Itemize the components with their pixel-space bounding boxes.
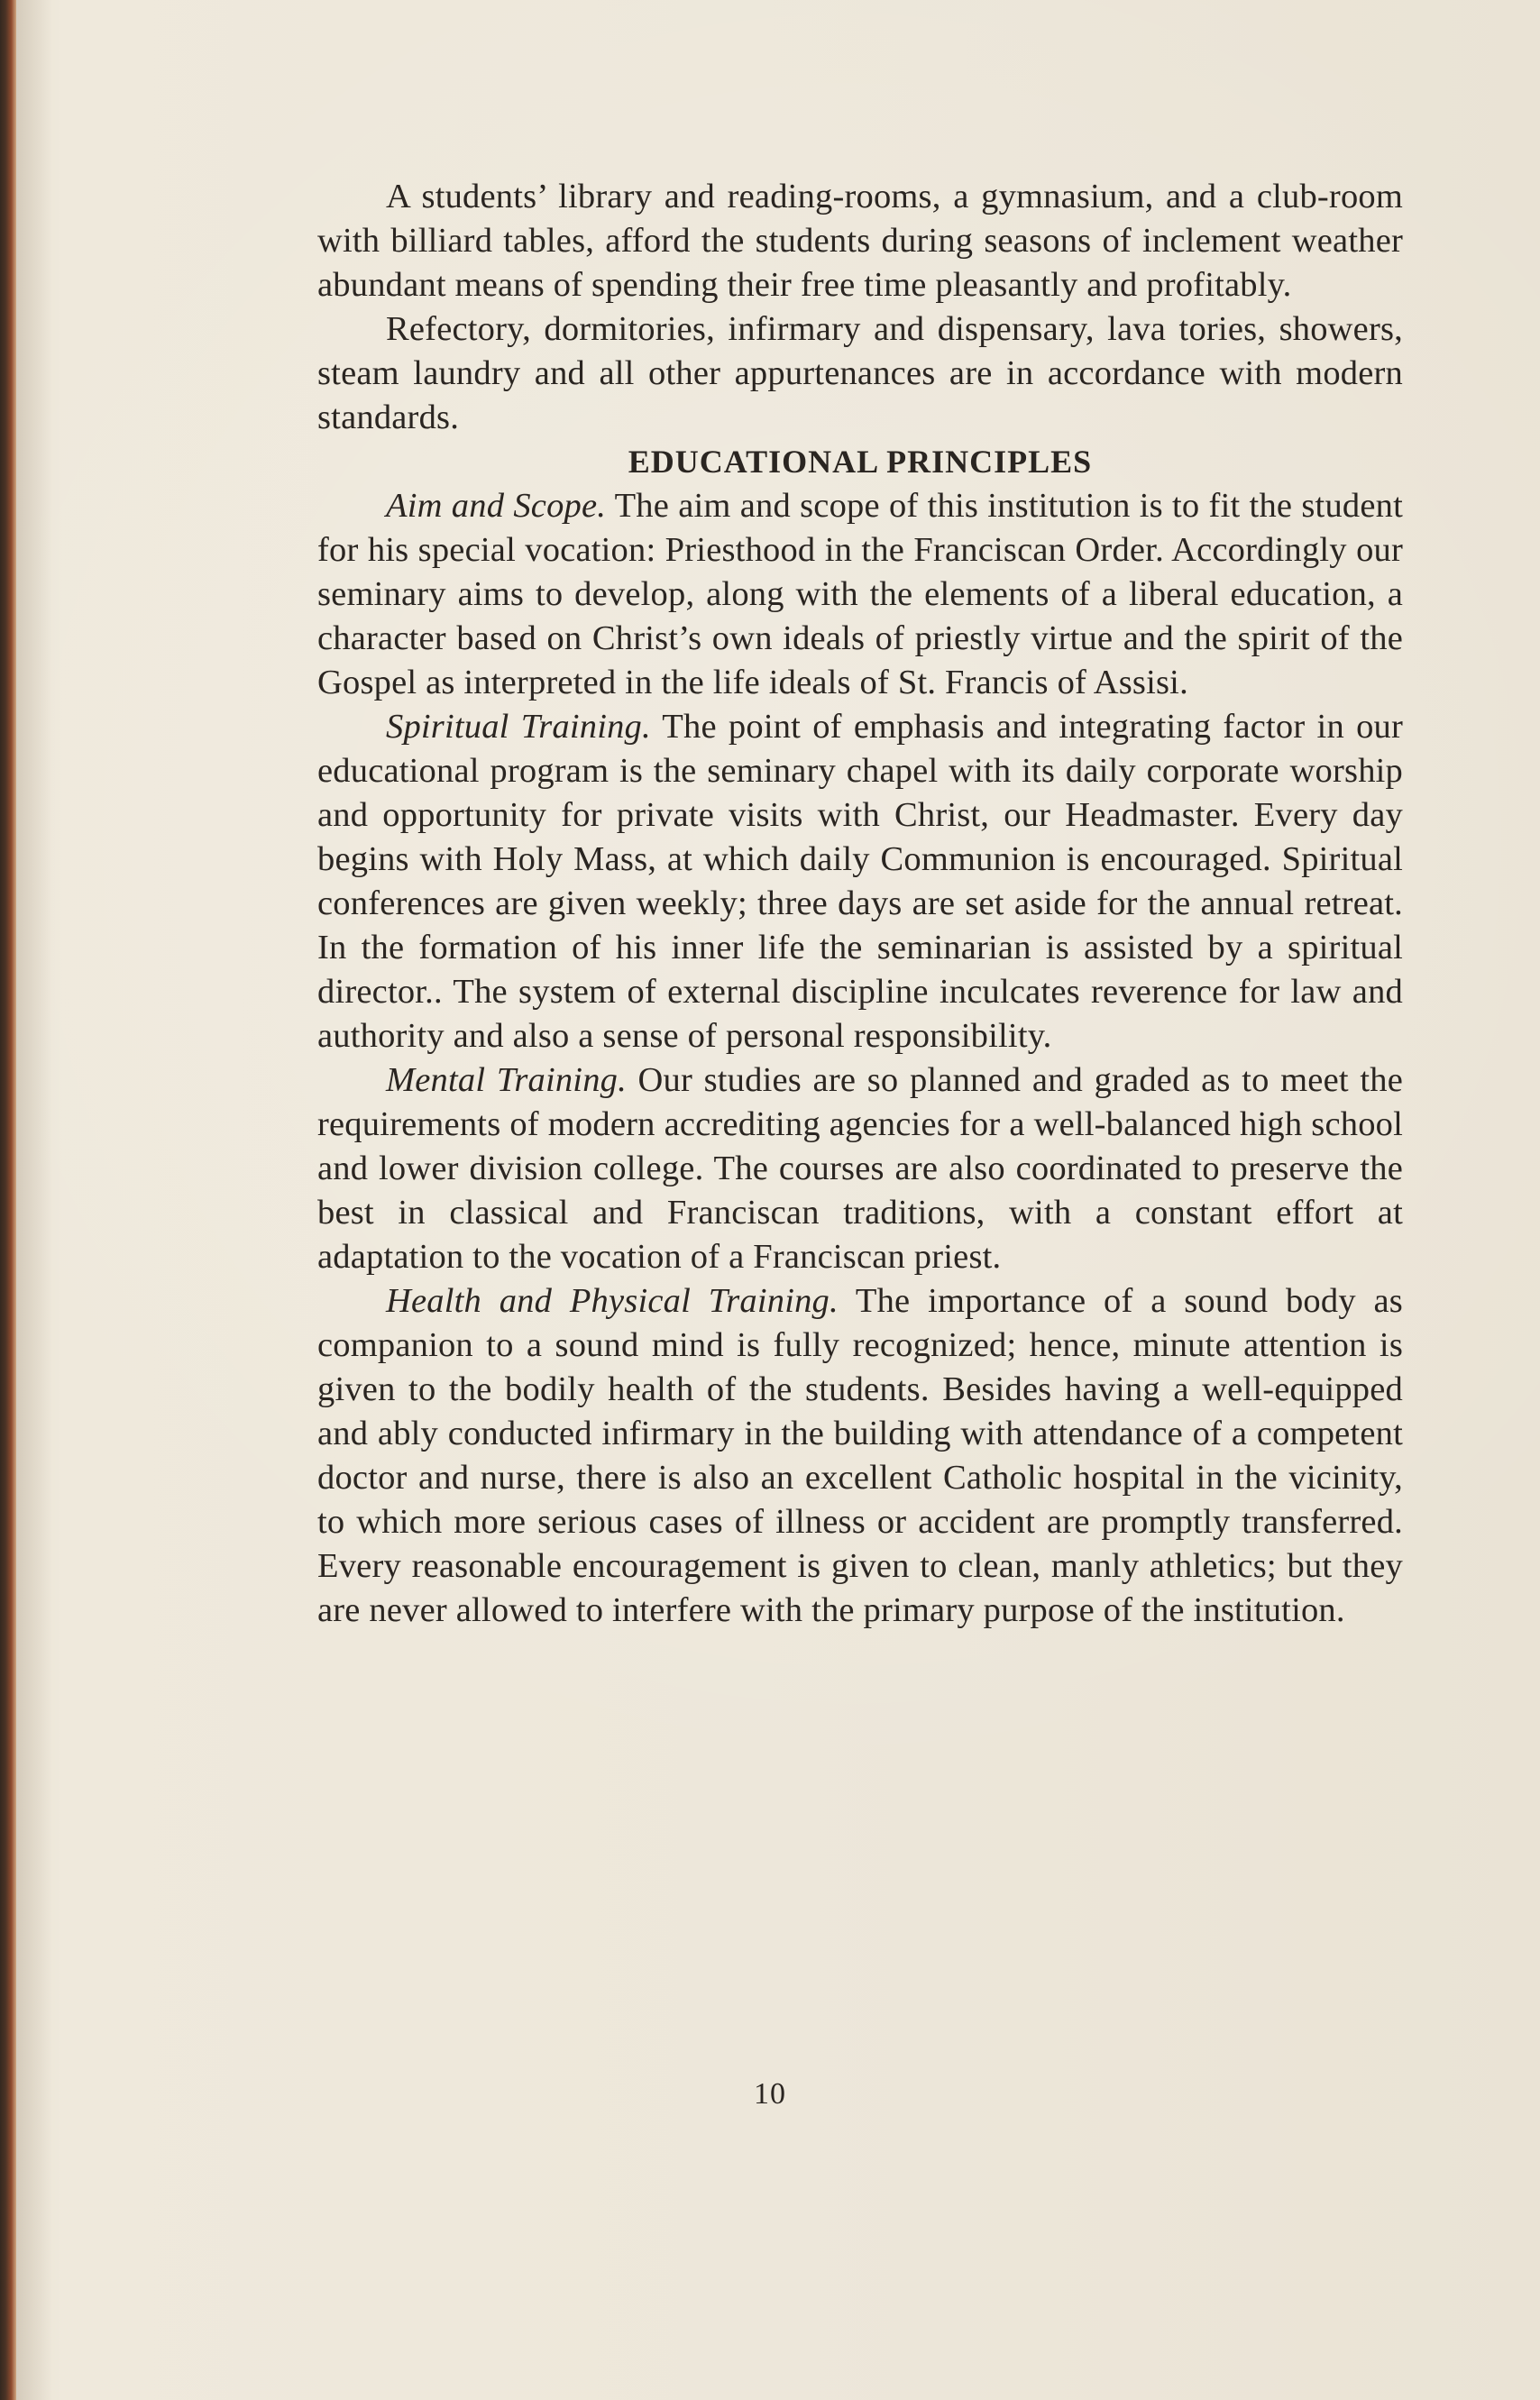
section-heading: EDUCATIONAL PRINCIPLES xyxy=(628,444,1093,480)
paragraph-text: A students’ library and reading-rooms, a gymnasium, and a club-room with billiard tables, afford the students during seasons of inclement weather abundant means of spending their free time pleasantly and profitably. xyxy=(317,178,1403,304)
section-lead: Health and Physical Training. xyxy=(386,1282,839,1320)
section-spiritual-training xyxy=(317,705,1403,1058)
section-lead: Mental Training. xyxy=(386,1061,627,1099)
section-aim-and-scope xyxy=(317,484,1403,705)
page-number: 10 xyxy=(754,2077,786,2111)
section-text: The point of emphasis and integrating factor in our educational program is the seminary chapel with its daily corporate worship and opportunity for private visits with Christ, our Headmaster. Every day begins with Holy Mass, at which daily Communion is encouraged. Spiritual conferences are given weekly; three days are set aside for the annual retreat. In the formation of his inner life the seminarian is assisted by a spiritual director.. The system of external discipline inculcates reverence for law and authority and also a sense of personal responsibility. xyxy=(317,708,1403,1055)
section-text: Our studies are so planned and graded as to meet the requirements of modern accrediting agencies for a well-balanced high school and lower division college. The courses are also coordinated to preserve the best in classical and Franciscan traditions, with a constant effort at adaptation to the vocation of a Franciscan priest. xyxy=(317,1061,1403,1276)
section-health-physical-training xyxy=(317,1279,1403,1633)
paragraph-text: Refectory, dormitories, infirmary and dispensary, lava tories, showers, steam laundry and all other appurtenances are in accordance with modern standards. xyxy=(317,310,1403,436)
page-gutter-shadow xyxy=(16,0,52,2400)
main-text-block xyxy=(317,175,1403,1633)
section-lead: Aim and Scope. xyxy=(386,487,607,525)
section-text: The importance of a sound body as companion to a sound mind is fully recognized; hence, minute attention is given to the bodily health of the students. Besides having a well-equipped and ably conducted infirmary in the building with attendance of a competent doctor and nurse, there is also an excellent Catholic hospital in the vicinity, to which more serious cases of illness or accident are promptly transferred. Every reasonable encouragement is given to clean, manly athletics; but they are never allowed to interfere with the primary purpose of the institution. xyxy=(317,1282,1403,1629)
section-mental-training xyxy=(317,1058,1403,1279)
paragraph-facilities-services xyxy=(317,307,1403,440)
section-lead: Spiritual Training. xyxy=(386,708,651,746)
section-text: The aim and scope of this institution is to fit the student for his special vocation: Priesthood in the Franciscan Order. Accordingly our seminary aims to develop, along with the elements of a liberal education, a character based on Christ’s own ideals of priestly virtue and the spirit of the Gospel as interpreted in the life ideals of St. Francis of Assisi. xyxy=(317,487,1403,701)
paragraph-facilities-library xyxy=(317,175,1403,307)
book-binding-edge xyxy=(0,0,16,2400)
